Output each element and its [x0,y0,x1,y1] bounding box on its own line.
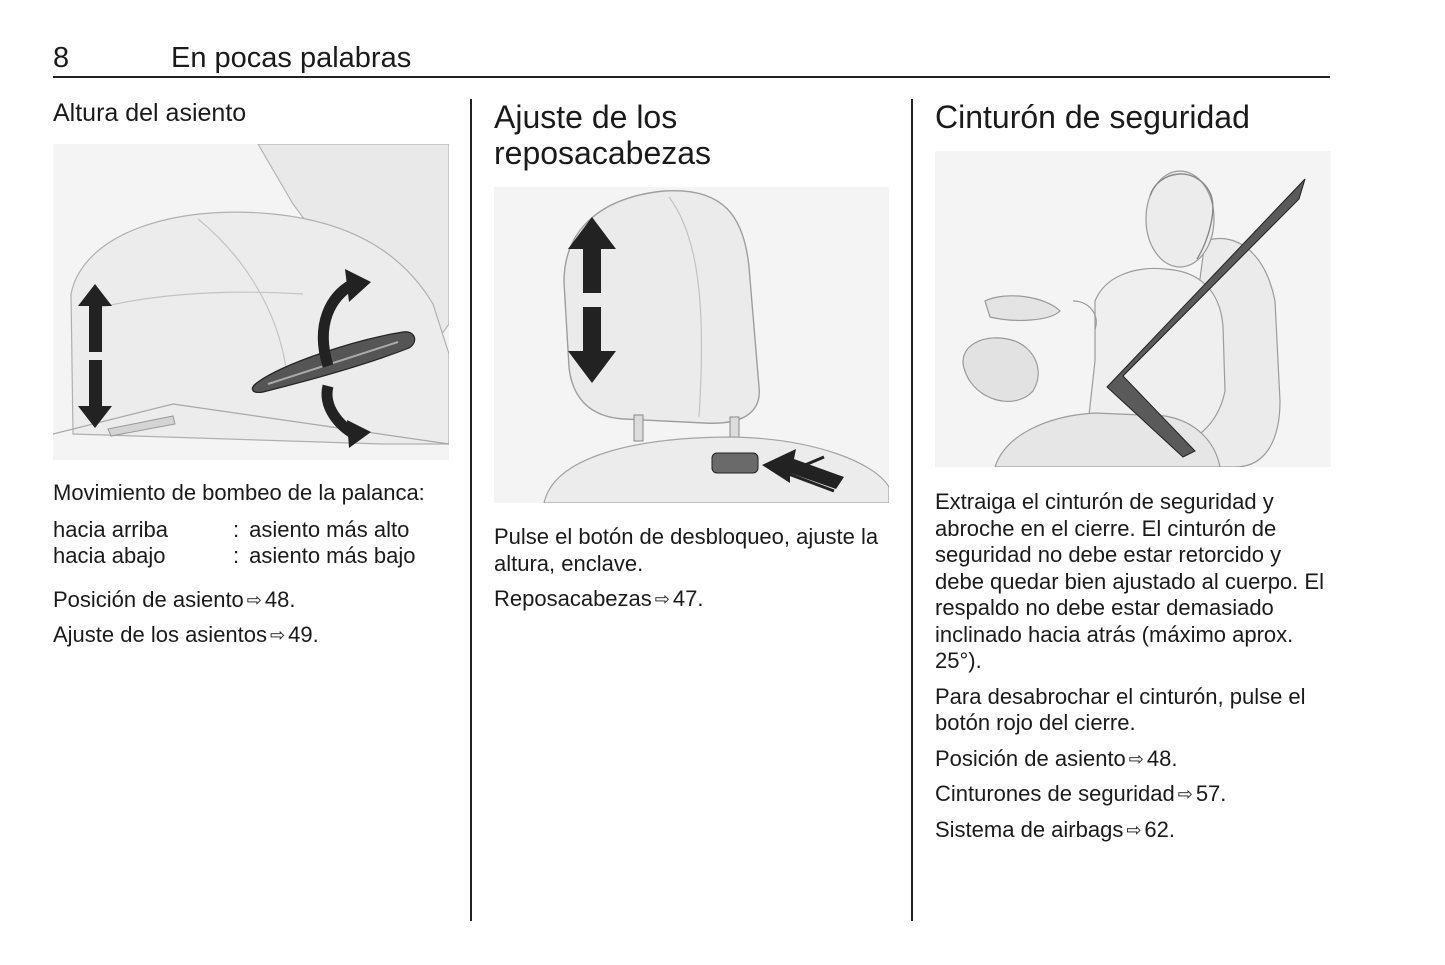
page-arrow-icon: ⇨ [1177,784,1193,804]
page-header [53,40,1330,78]
section-headrest [494,99,894,613]
reference-page: 48. [1146,745,1178,771]
seat-lever-illustration [53,144,449,460]
section-heading [494,99,894,171]
separator: : [233,543,240,568]
seatbelt-driver-illustration [935,151,1331,467]
cross-reference[interactable] [935,817,1333,844]
cross-reference[interactable] [53,622,453,649]
reference-label: Posición de asiento [935,745,1126,771]
cross-reference[interactable] [494,586,894,613]
cross-reference[interactable] [53,587,453,614]
table-row [53,543,453,570]
reference-label: Posición de asiento [53,586,244,612]
instruction-text: Extraiga el cinturón de seguridad y abroche en el cierre. El cinturón de seguridad no debe estar retorcido y debe quedar bien ajustado al cuerpo. El respaldo no debe estar demasiado inclinado hacia atrás (máximo aprox. 25°). [935,489,1324,673]
table-row [53,517,453,544]
result-value: asiento más bajo [249,543,416,568]
instruction-text: Pulse el botón de desbloqueo, ajuste la altura, enclave. [494,524,879,576]
page-arrow-icon: ⇨ [270,625,286,645]
section-seat-height [53,99,453,649]
reference-label: Ajuste de los asientos [53,622,268,647]
separator: : [233,516,240,542]
reference-label: Cinturones de seguridad [935,781,1175,806]
reference-page: 48. [264,586,296,612]
chapter-title: En pocas palabras [171,42,412,74]
page-arrow-icon: ⇨ [654,589,670,609]
reference-label: Sistema de airbags [935,816,1124,842]
movement-table [53,517,453,570]
intro-text: Movimiento de bombeo de la palanca: [53,480,425,505]
reference-page: 49. [288,622,319,647]
section-heading: Cinturón de seguridad [935,99,1250,135]
column-divider [470,99,472,921]
reference-label: Reposacabezas [494,586,652,611]
result-value: asiento más alto [249,516,410,542]
section-seatbelt [935,99,1333,843]
heading-line: reposacabezas [494,135,712,171]
heading-line: Ajuste de los [494,99,678,135]
headrest-illustration [494,187,889,503]
direction-label: hacia abajo [53,543,166,568]
reference-page: 62. [1144,816,1176,842]
page-number: 8 [53,42,70,74]
direction-label: hacia arriba [53,516,168,542]
page-arrow-icon: ⇨ [1126,819,1142,840]
instruction-text: Para desabrochar el cinturón, pulse el botón rojo del cierre. [935,683,1306,735]
cross-reference[interactable] [935,781,1333,808]
page-arrow-icon: ⇨ [246,589,262,610]
cross-reference[interactable] [935,746,1333,773]
page-arrow-icon: ⇨ [1128,748,1144,769]
section-heading: Altura del asiento [53,99,247,127]
column-divider [911,99,913,921]
reference-page: 47. [672,586,704,611]
reference-page: 57. [1195,781,1227,806]
